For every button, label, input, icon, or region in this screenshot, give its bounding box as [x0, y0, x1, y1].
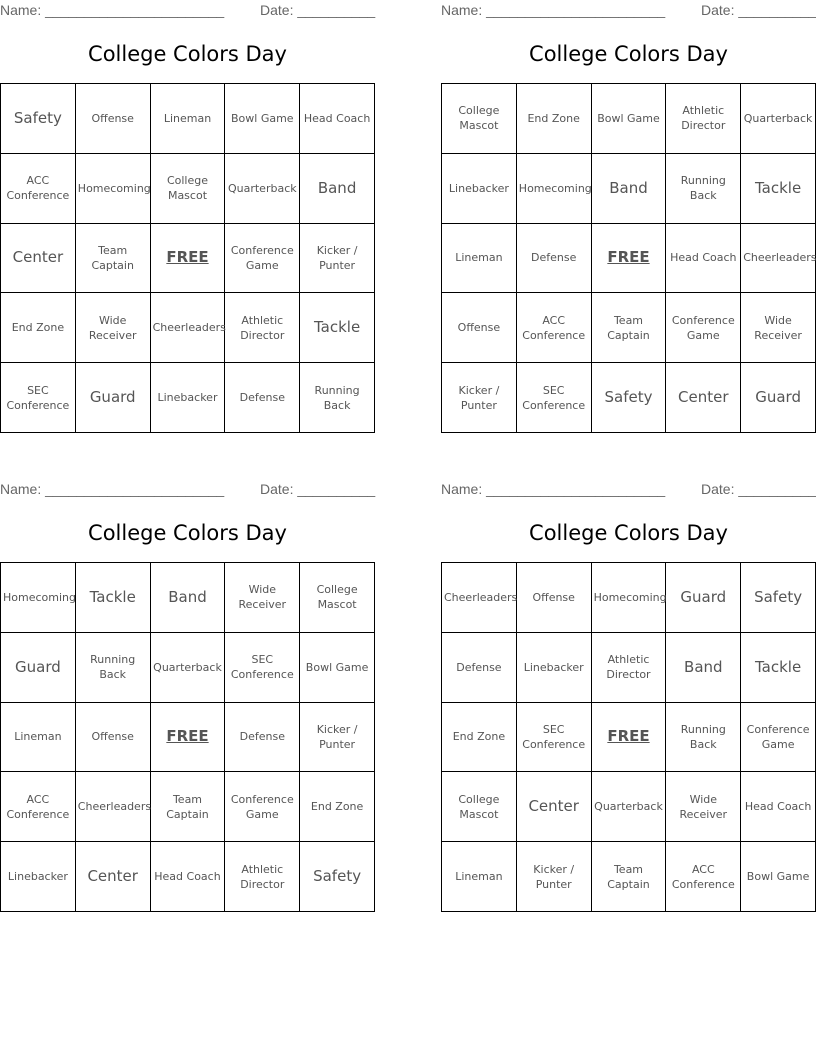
bingo-cell: Safety	[741, 563, 816, 633]
bingo-cell: Tackle	[75, 563, 150, 633]
bingo-cell: Cheerleaders	[75, 772, 150, 842]
date-field: Date: __________	[260, 2, 376, 18]
bingo-cell: Linebacker	[516, 632, 591, 702]
bingo-cell: Offense	[75, 84, 150, 154]
bingo-card-2	[441, 0, 816, 435]
bingo-cell: Team Captain	[591, 842, 666, 912]
grid-row	[442, 293, 816, 363]
grid-row	[1, 223, 375, 293]
bingo-cell: End Zone	[516, 84, 591, 154]
bingo-cell: Tackle	[741, 632, 816, 702]
bingo-cell: Head Coach	[666, 223, 741, 293]
grid-row	[1, 153, 375, 223]
bingo-cell: Athletic Director	[591, 632, 666, 702]
bingo-cell: Band	[591, 153, 666, 223]
grid-row	[442, 702, 816, 772]
bingo-cell: Offense	[75, 702, 150, 772]
bingo-cell: Center	[75, 842, 150, 912]
bingo-cell: Homecoming	[1, 563, 76, 633]
bingo-cell: Center	[516, 772, 591, 842]
bingo-cell: Wide Receiver	[225, 563, 300, 633]
bingo-cell: College Mascot	[442, 772, 517, 842]
bingo-cell: Head Coach	[741, 772, 816, 842]
grid-row	[1, 842, 375, 912]
bingo-cell: Tackle	[300, 293, 375, 363]
bingo-cell: Bowl Game	[300, 632, 375, 702]
bingo-cell: Athletic Director	[225, 842, 300, 912]
bingo-cell: Safety	[1, 84, 76, 154]
bingo-cell: Running Back	[75, 632, 150, 702]
grid-row	[1, 293, 375, 363]
bingo-cell: Quarterback	[741, 84, 816, 154]
bingo-cell: College Mascot	[442, 84, 517, 154]
bingo-cell: Wide Receiver	[741, 293, 816, 363]
bingo-cell: Guard	[741, 363, 816, 433]
bingo-cell: Band	[150, 563, 225, 633]
bingo-cell: Safety	[300, 842, 375, 912]
bingo-cell: Conference Game	[225, 772, 300, 842]
bingo-cell: Tackle	[741, 153, 816, 223]
bingo-cell: Running Back	[300, 363, 375, 433]
bingo-cell: Bowl Game	[741, 842, 816, 912]
bingo-cell: Team Captain	[591, 293, 666, 363]
bingo-cell: Conference Game	[225, 223, 300, 293]
bingo-card-1	[0, 0, 375, 435]
bingo-cell: Quarterback	[591, 772, 666, 842]
card-title: College Colors Day	[88, 42, 287, 66]
bingo-cell: Band	[300, 153, 375, 223]
bingo-cell: Quarterback	[150, 632, 225, 702]
grid-row	[442, 84, 816, 154]
bingo-cell: Defense	[225, 363, 300, 433]
grid-row	[442, 363, 816, 433]
bingo-cell: Guard	[75, 363, 150, 433]
bingo-cell: Kicker / Punter	[442, 363, 517, 433]
bingo-cell: Linebacker	[150, 363, 225, 433]
bingo-cell: Offense	[516, 563, 591, 633]
bingo-cell: FREE	[591, 223, 666, 293]
grid-row	[1, 702, 375, 772]
name-field: Name: _______________________	[441, 2, 666, 18]
bingo-cell: SEC Conference	[516, 702, 591, 772]
grid-row	[442, 223, 816, 293]
bingo-cell: Running Back	[666, 702, 741, 772]
bingo-cell: Conference Game	[741, 702, 816, 772]
date-field: Date: __________	[260, 481, 376, 497]
card-title: College Colors Day	[529, 521, 728, 545]
bingo-cell: Lineman	[150, 84, 225, 154]
card-title: College Colors Day	[88, 521, 287, 545]
bingo-cell: End Zone	[1, 293, 76, 363]
grid-row	[1, 363, 375, 433]
bingo-cell: Center	[1, 223, 76, 293]
bingo-card-4	[441, 479, 816, 914]
bingo-cell: Cheerleaders	[442, 563, 517, 633]
bingo-cell: Homecoming	[516, 153, 591, 223]
grid-row	[442, 772, 816, 842]
bingo-grid	[441, 562, 816, 912]
bingo-cell: Team Captain	[150, 772, 225, 842]
bingo-cell: College Mascot	[300, 563, 375, 633]
bingo-cell: Lineman	[1, 702, 76, 772]
bingo-cell: Band	[666, 632, 741, 702]
bingo-cell: SEC Conference	[1, 363, 76, 433]
bingo-cell: Wide Receiver	[75, 293, 150, 363]
grid-row	[442, 842, 816, 912]
bingo-cell: Offense	[442, 293, 517, 363]
bingo-cell: Defense	[442, 632, 517, 702]
grid-row	[442, 153, 816, 223]
bingo-cell: Guard	[1, 632, 76, 702]
bingo-cell: Homecoming	[75, 153, 150, 223]
bingo-cell: Kicker / Punter	[516, 842, 591, 912]
bingo-cell: FREE	[150, 223, 225, 293]
bingo-cell: End Zone	[300, 772, 375, 842]
bingo-cell: Kicker / Punter	[300, 223, 375, 293]
bingo-cell: End Zone	[442, 702, 517, 772]
bingo-cell: Conference Game	[666, 293, 741, 363]
grid-row	[1, 84, 375, 154]
grid-row	[1, 772, 375, 842]
bingo-cell: Bowl Game	[591, 84, 666, 154]
grid-row	[442, 632, 816, 702]
bingo-cell: Defense	[225, 702, 300, 772]
bingo-cell: Cheerleaders	[741, 223, 816, 293]
name-field: Name: _______________________	[0, 481, 225, 497]
bingo-cell: FREE	[591, 702, 666, 772]
bingo-cell: Athletic Director	[666, 84, 741, 154]
bingo-cell: Lineman	[442, 223, 517, 293]
grid-row	[1, 632, 375, 702]
bingo-cell: ACC Conference	[666, 842, 741, 912]
card-title: College Colors Day	[529, 42, 728, 66]
bingo-cell: Head Coach	[150, 842, 225, 912]
bingo-cell: Running Back	[666, 153, 741, 223]
bingo-cell: Quarterback	[225, 153, 300, 223]
bingo-cell: Kicker / Punter	[300, 702, 375, 772]
grid-row	[1, 563, 375, 633]
bingo-cell: Defense	[516, 223, 591, 293]
name-field: Name: _______________________	[0, 2, 225, 18]
date-field: Date: __________	[701, 2, 816, 18]
bingo-grid	[0, 83, 375, 433]
bingo-cell: Homecoming	[591, 563, 666, 633]
name-field: Name: _______________________	[441, 481, 666, 497]
bingo-cell: Guard	[666, 563, 741, 633]
bingo-cell: Lineman	[442, 842, 517, 912]
bingo-cell: Head Coach	[300, 84, 375, 154]
bingo-card-3	[0, 479, 375, 914]
bingo-cell: FREE	[150, 702, 225, 772]
bingo-grid	[441, 83, 816, 433]
grid-row	[442, 563, 816, 633]
bingo-cell: Athletic Director	[225, 293, 300, 363]
bingo-cell: ACC Conference	[1, 153, 76, 223]
bingo-cell: SEC Conference	[225, 632, 300, 702]
date-field: Date: __________	[701, 481, 816, 497]
bingo-cell: Safety	[591, 363, 666, 433]
bingo-cell: ACC Conference	[1, 772, 76, 842]
bingo-cell: Linebacker	[1, 842, 76, 912]
bingo-cell: College Mascot	[150, 153, 225, 223]
bingo-cell: Center	[666, 363, 741, 433]
bingo-cell: Cheerleaders	[150, 293, 225, 363]
bingo-cell: ACC Conference	[516, 293, 591, 363]
bingo-cell: Wide Receiver	[666, 772, 741, 842]
bingo-grid	[0, 562, 375, 912]
bingo-cell: Bowl Game	[225, 84, 300, 154]
bingo-cell: Linebacker	[442, 153, 517, 223]
bingo-cell: SEC Conference	[516, 363, 591, 433]
bingo-cell: Team Captain	[75, 223, 150, 293]
